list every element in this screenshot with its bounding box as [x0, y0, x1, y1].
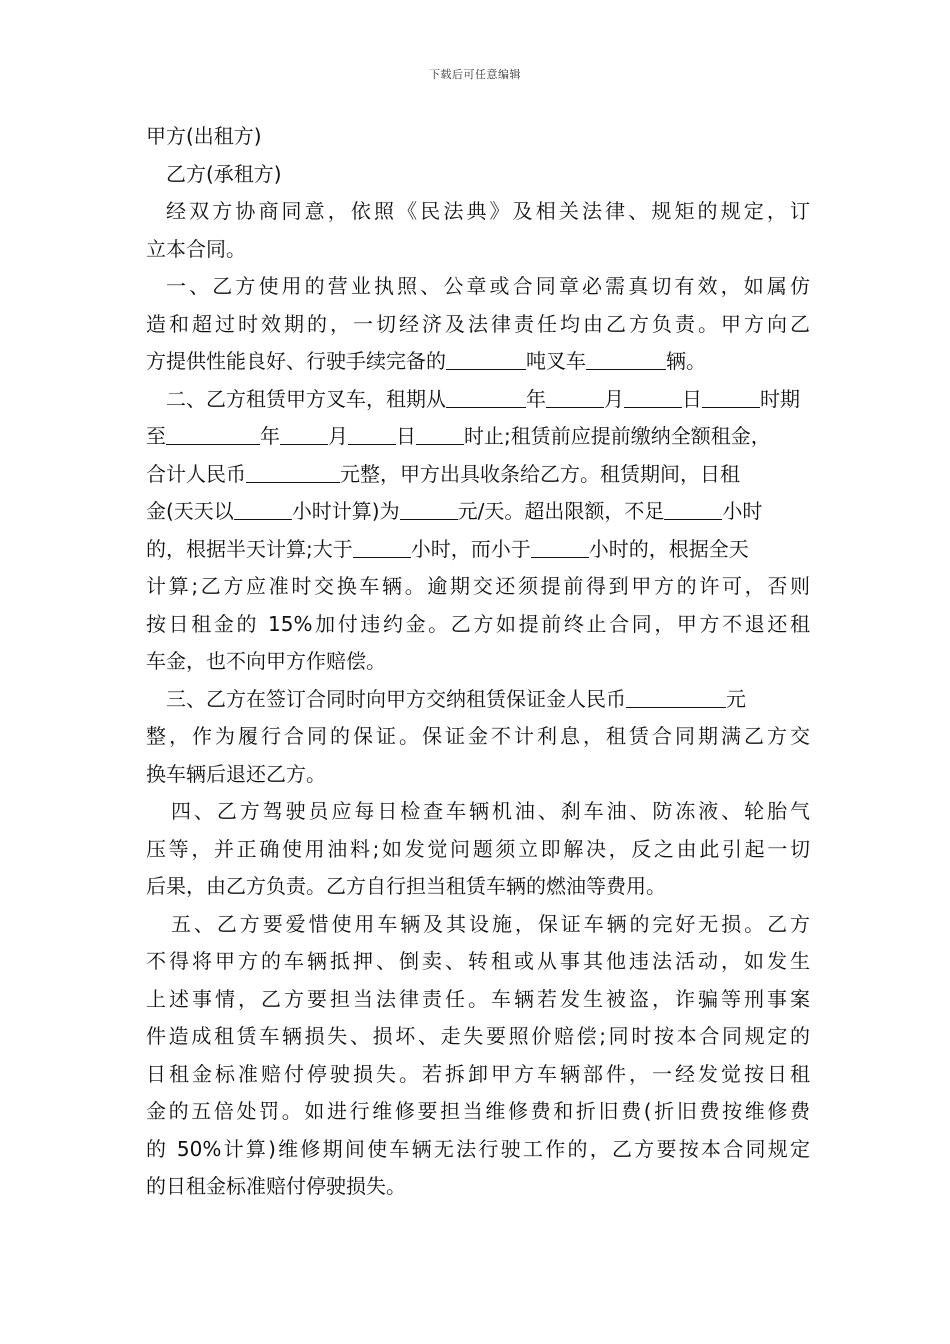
text-line: 的 50%计算)维修期间使车辆无法行驶工作的，乙方要按本合同规定 — [146, 1136, 810, 1161]
text-line: 金的五倍处罚。如进行维修要担当维修费和折旧费(折旧费按维修费 — [146, 1099, 810, 1123]
text-line-with-blanks: 三、乙方在签订合同时向甲方交纳租赁保证金人民币 元 — [166, 686, 746, 711]
fill-blank — [416, 424, 464, 445]
contract-body — [146, 118, 810, 1206]
text-line: 车金，也不向甲方作赔偿。 — [146, 649, 386, 673]
fill-blank — [546, 387, 604, 408]
text-line: 压等，并正确使用油料;如发觉问题须立即解决，反之由此引起一切 — [146, 836, 810, 861]
fill-blank — [166, 424, 260, 445]
fill-blank — [234, 499, 292, 520]
fill-blank — [626, 687, 726, 708]
fill-blank — [702, 387, 760, 408]
text-line-with-blanks: 合计人民币 元整，甲方出具收条给乙方。租赁期间，日租 — [146, 461, 740, 486]
text-line-with-blanks: 二、乙方租赁甲方叉车，租期从 年 月 日 时期 — [166, 386, 800, 411]
text-line: 不得将甲方的车辆抵押、倒卖、转租或从事其他违法活动，如发生 — [146, 949, 810, 973]
text-line: 上述事情，乙方要担当法律责任。车辆若发生被盗，诈骗等刑事案 — [146, 986, 810, 1011]
text-line: 经双方协商同意，依照《民法典》及相关法律、规矩的规定，订 — [166, 199, 810, 223]
fill-blank — [586, 349, 666, 370]
text-line: 日租金标准赔付停驶损失。若拆卸甲方车辆部件，一经发觉按日租 — [146, 1061, 810, 1086]
text-line: 件造成租赁车辆损失、损坏、走失要照价赔偿;同时按本合同规定的 — [146, 1024, 810, 1048]
text-line: 的日租金标准赔付停驶损失。 — [146, 1174, 406, 1198]
text-line: 计算;乙方应准时交换车辆。逾期交还须提前得到甲方的许可，否则 — [146, 574, 810, 598]
fill-blank — [353, 537, 411, 558]
fill-blank — [531, 537, 589, 558]
text-line: 整，作为履行合同的保证。保证金不计利息，租赁合同期满乙方交 — [146, 724, 810, 748]
fill-blank — [348, 424, 396, 445]
fill-blank — [280, 424, 328, 445]
header-note: 下载后可任意编辑 — [429, 68, 521, 81]
text-line: 换车辆后退还乙方。 — [146, 761, 326, 786]
text-line: 后果，由乙方负责。乙方自行担当租赁车辆的燃油等费用。 — [146, 874, 666, 898]
fill-blank — [246, 462, 340, 483]
fill-blank — [400, 499, 458, 520]
fill-blank — [624, 387, 682, 408]
fill-blank — [446, 387, 526, 408]
text-line: 一、乙方使用的营业执照、公章或合同章必需真切有效，如属仿 — [166, 274, 810, 298]
fill-blank — [446, 349, 526, 370]
text-line: 立本合同。 — [146, 236, 246, 261]
text-line: 按日租金的 15%加付违约金。乙方如提前终止合同，甲方不退还租 — [146, 611, 810, 636]
text-line-with-blanks: 的，根据半天计算;大于 小时，而小于 小时的，根据全天 — [146, 536, 749, 561]
party-a-line: 甲方(出租方) — [146, 124, 262, 148]
text-line-with-blanks: 金(天天以 小时计算)为 元/天。超出限额，不足 小时 — [146, 499, 763, 523]
text-line: 造和超过时效期的，一切经济及法律责任均由乙方负责。甲方向乙 — [146, 311, 810, 336]
text-line-with-blanks: 方提供性能良好、行驶手续完备的 吨叉车 辆。 — [146, 349, 706, 373]
text-line-with-blanks: 至 年 月 日 时止;租赁前应提前缴纳全额租金， — [146, 424, 771, 448]
fill-blank — [664, 499, 722, 520]
text-line: 五、乙方要爱惜使用车辆及其设施，保证车辆的完好无损。乙方 — [171, 911, 810, 936]
party-b-line: 乙方(承租方) — [166, 161, 282, 186]
text-line: 四、乙方驾驶员应每日检查车辆机油、刹车油、防冻液、轮胎气 — [171, 799, 810, 823]
